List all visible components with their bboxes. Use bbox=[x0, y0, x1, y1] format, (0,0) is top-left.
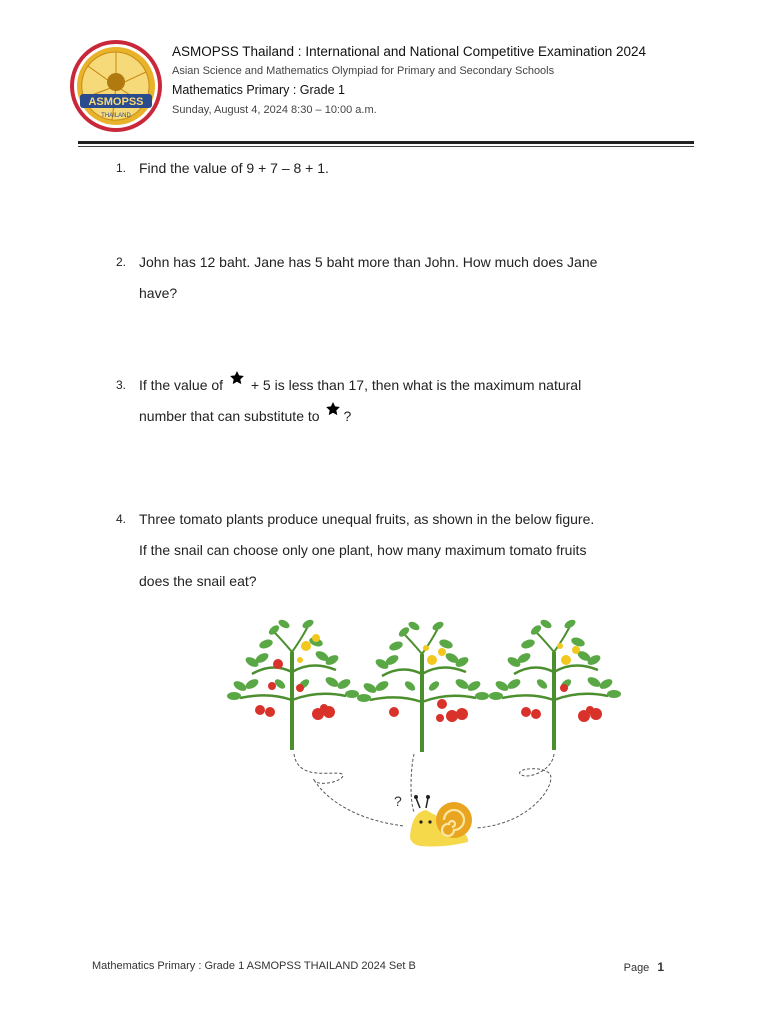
question-text-line: does the snail eat? bbox=[139, 573, 257, 589]
question-text-segment: ? bbox=[343, 408, 352, 424]
page-label: Page bbox=[623, 962, 650, 974]
question-text-segment: If the value of bbox=[139, 377, 227, 393]
question-text-line: If the snail can choose only one plant, how many maximum tomato fruits bbox=[139, 542, 587, 558]
header-rule-thin bbox=[78, 146, 694, 147]
tomato-fruit-group bbox=[389, 699, 468, 722]
question-text-line: John has 12 baht. Jane has 5 baht more than John. How much does Jane bbox=[139, 254, 598, 270]
question-2 bbox=[116, 247, 676, 309]
question-3 bbox=[116, 370, 676, 432]
exam-subtitle: Asian Science and Mathematics Olympiad for Primary and Secondary Schools bbox=[172, 65, 555, 77]
tomato-plant-3 bbox=[489, 618, 621, 750]
question-1 bbox=[116, 153, 676, 184]
question-text-segment: number that can substitute to bbox=[139, 408, 324, 424]
exam-datetime: Sunday, August 4, 2024 8:30 – 10:00 a.m. bbox=[172, 104, 377, 116]
snail-icon bbox=[410, 795, 472, 847]
exam-header bbox=[68, 34, 696, 140]
tomato-snail-figure bbox=[214, 612, 624, 852]
star-icon bbox=[229, 370, 245, 386]
tomato-fruit-group bbox=[521, 684, 602, 722]
question-number: 3. bbox=[116, 378, 127, 392]
tomato-plant-1 bbox=[227, 618, 359, 750]
flower-icon bbox=[557, 643, 580, 665]
question-text: Find the value of 9 + 7 – 8 + 1. bbox=[139, 160, 329, 176]
question-text-line bbox=[139, 370, 676, 401]
question-text-line: have? bbox=[139, 285, 178, 301]
question-number: 1. bbox=[116, 161, 127, 175]
question-number: 2. bbox=[116, 255, 127, 269]
flower-icon bbox=[423, 645, 446, 665]
logo-text: ASMOPSS bbox=[88, 96, 144, 108]
asmopss-logo bbox=[68, 38, 164, 134]
question-text-line: Three tomato plants produce unequal fruits, as shown in the below figure. bbox=[139, 511, 595, 527]
footer-exam-info: Mathematics Primary : Grade 1 ASMOPSS THAILAND 2024 Set B bbox=[92, 960, 416, 972]
question-mark: ? bbox=[394, 793, 402, 809]
page-footer bbox=[92, 960, 672, 972]
page-indicator bbox=[624, 960, 664, 974]
star-icon bbox=[325, 401, 341, 417]
page-number: 1 bbox=[657, 960, 664, 974]
tomato-plant-2 bbox=[357, 620, 489, 752]
logo-subtext: THAILAND bbox=[101, 113, 131, 119]
question-text-line bbox=[139, 401, 676, 432]
question-4 bbox=[116, 504, 676, 597]
question-number: 4. bbox=[116, 512, 127, 526]
question-text-segment: + 5 is less than 17, then what is the maximum natural bbox=[246, 377, 582, 393]
header-rule-thick bbox=[78, 141, 694, 144]
exam-title: ASMOPSS Thailand : International and National Competitive Examination 2024 bbox=[172, 44, 647, 59]
exam-subject: Mathematics Primary : Grade 1 bbox=[172, 83, 345, 97]
